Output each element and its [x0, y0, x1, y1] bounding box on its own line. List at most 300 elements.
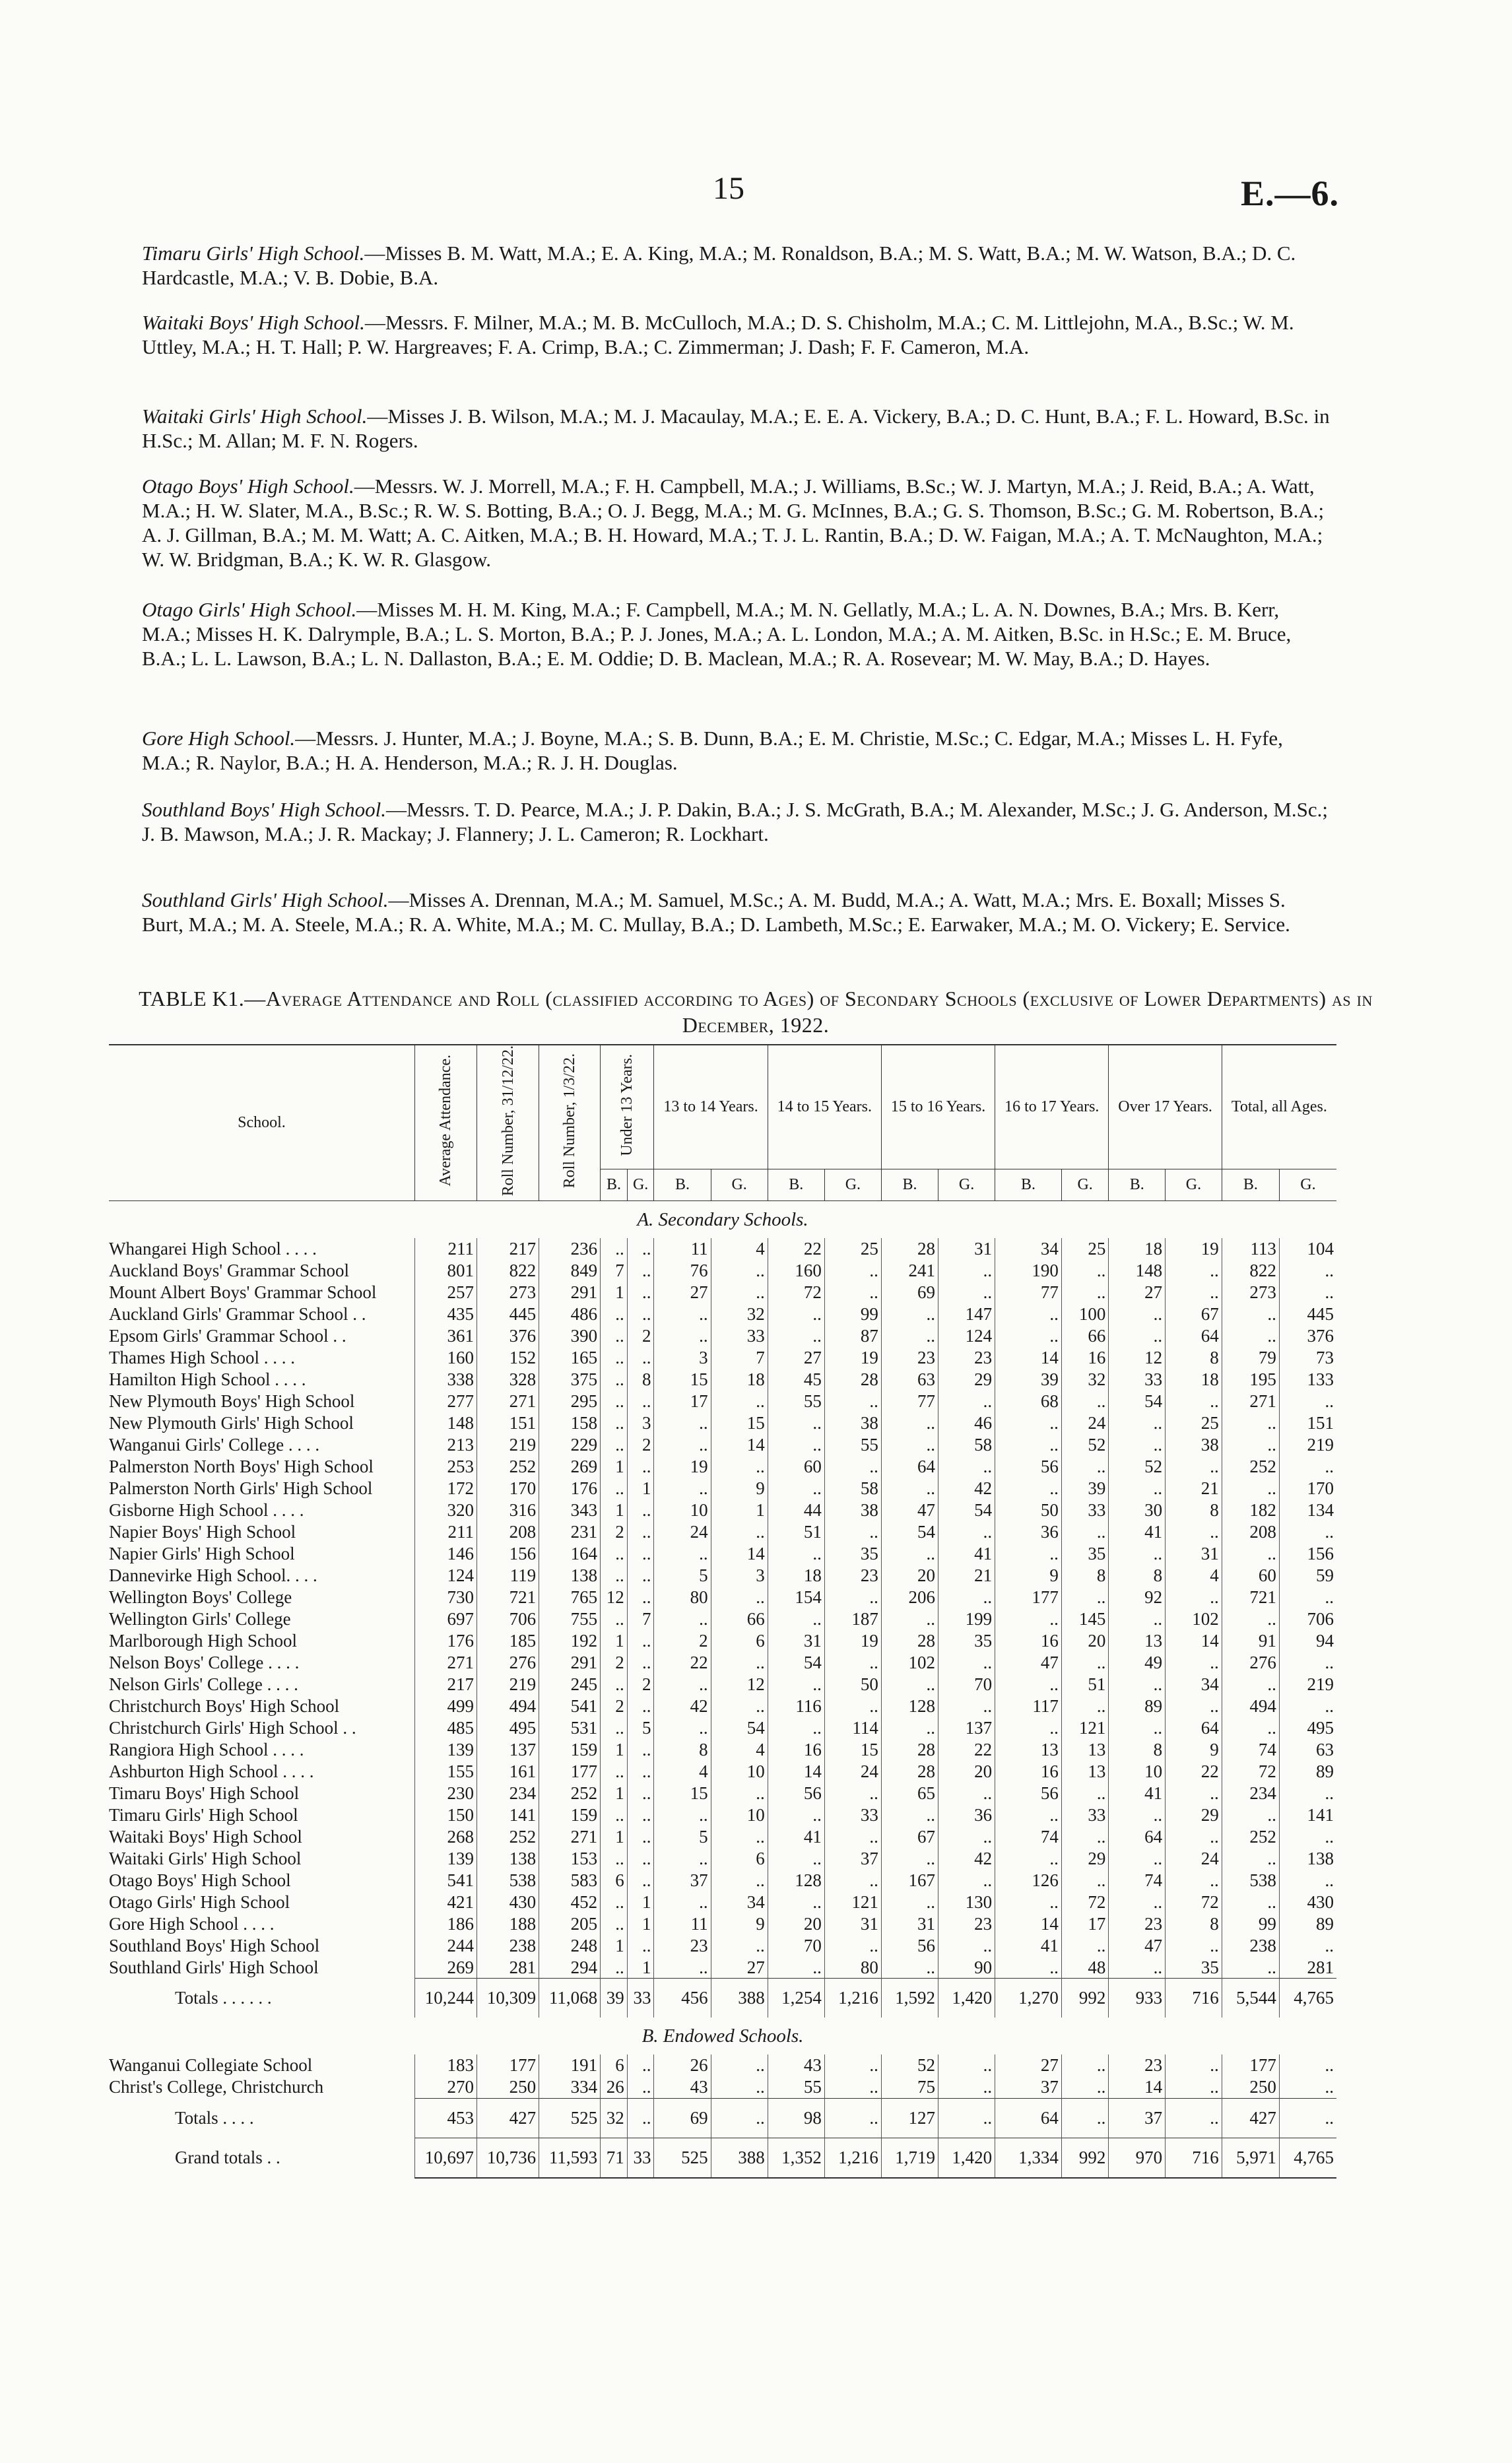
- header-boys: B.: [1222, 1169, 1279, 1201]
- table-cell: 133: [1279, 1369, 1336, 1391]
- school-name: Napier Boys' High School: [109, 1521, 296, 1542]
- table-row: [109, 1521, 1336, 1543]
- table-cell: 31: [1166, 1543, 1222, 1565]
- header-boys: B.: [601, 1169, 628, 1201]
- table-cell: 68: [995, 1391, 1062, 1412]
- table-cell: 231: [539, 1521, 601, 1543]
- table-cell: 69: [654, 2098, 711, 2138]
- table-cell: 56: [995, 1456, 1062, 1478]
- table-row: [109, 1783, 1336, 1804]
- table-cell: 70: [768, 1935, 824, 1957]
- table-cell: ..: [768, 1412, 824, 1434]
- table-cell: 294: [539, 1957, 601, 1979]
- table-cell: 250: [1222, 2076, 1279, 2098]
- table-cell: ..: [627, 1543, 654, 1565]
- table-cell: ..: [601, 1674, 628, 1695]
- table-cell: 25: [1061, 1238, 1109, 1260]
- table-cell: 1: [627, 1957, 654, 1979]
- table-cell: ..: [824, 1391, 881, 1412]
- table-cell: ..: [768, 1804, 824, 1826]
- table-cell: 27: [711, 1957, 768, 1979]
- table-cell: ..: [824, 1652, 881, 1674]
- table-cell: 116: [768, 1695, 824, 1717]
- table-cell: 541: [539, 1695, 601, 1717]
- table-cell: ..: [938, 1870, 995, 1891]
- table-cell: ..: [1109, 1325, 1166, 1347]
- table-cell: ..: [1061, 1870, 1109, 1891]
- table-cell: 4: [711, 1739, 768, 1761]
- table-cell: ..: [1279, 2054, 1336, 2076]
- school-name: Ashburton High School . . . .: [109, 1761, 314, 1781]
- table-row: [109, 1238, 1336, 1260]
- table-cell: 64: [881, 1456, 938, 1478]
- table-cell: 55: [768, 2076, 824, 2098]
- table-cell: 1,254: [768, 1979, 824, 2018]
- table-cell: 328: [477, 1369, 539, 1391]
- school-name: Nelson Boys' College . . . .: [109, 1652, 300, 1672]
- table-cell: 17: [654, 1391, 711, 1412]
- school-name: Christchurch Boys' High School: [109, 1695, 340, 1716]
- staff-names: —Messrs. F. Milner, M.A.; M. B. McCulloch, M.A.; D. S. Chisholm, M.A.; C. M. Littlejohn, M.A., B.Sc.; W. M. Uttley, M.A.; H. T. Hall; P. W. Hargreaves; F. A. Crimp, B.A.; C. Zimmerman; J. Dash; F. F. Cameron, M.A.: [142, 311, 1294, 358]
- table-cell: 34: [1166, 1674, 1222, 1695]
- table-cell: ..: [995, 1543, 1062, 1565]
- table-cell: 161: [477, 1761, 539, 1783]
- table-cell: ..: [627, 1238, 654, 1260]
- table-cell: 43: [654, 2076, 711, 2098]
- table-cell: 188: [477, 1913, 539, 1935]
- table-cell: 27: [995, 2054, 1062, 2076]
- table-cell: ..: [938, 1456, 995, 1478]
- table-cell: ..: [881, 1325, 938, 1347]
- table-row: [109, 1826, 1336, 1848]
- table-cell: 100: [1061, 1303, 1109, 1325]
- table-cell: ..: [881, 1434, 938, 1456]
- table-cell: ..: [881, 1674, 938, 1695]
- table-cell: 165: [539, 1347, 601, 1369]
- table-cell: 24: [1166, 1848, 1222, 1870]
- table-cell: ..: [1061, 1826, 1109, 1848]
- table-cell: 33: [1109, 1369, 1166, 1391]
- table-cell: 219: [1279, 1674, 1336, 1695]
- table-cell: 4: [1166, 1565, 1222, 1587]
- table-cell: ..: [627, 1347, 654, 1369]
- table-cell: ..: [768, 1674, 824, 1695]
- table-cell: 121: [1061, 1717, 1109, 1739]
- table-cell: 74: [1222, 1739, 1279, 1761]
- table-cell: 141: [1279, 1804, 1336, 1826]
- table-cell: 211: [414, 1521, 477, 1543]
- table-cell: 27: [1109, 1282, 1166, 1303]
- table-cell: 114: [824, 1717, 881, 1739]
- table-cell: ..: [1222, 1608, 1279, 1630]
- table-cell: 16: [1061, 1347, 1109, 1369]
- table-cell: ..: [601, 1434, 628, 1456]
- table-cell: 5: [654, 1826, 711, 1848]
- table-cell: 430: [477, 1891, 539, 1913]
- table-cell: 45: [768, 1369, 824, 1391]
- table-cell: 22: [938, 1739, 995, 1761]
- table-cell: ..: [1279, 1695, 1336, 1717]
- table-cell: 716: [1166, 2138, 1222, 2178]
- table-cell: 338: [414, 1369, 477, 1391]
- table-cell: ..: [995, 1717, 1062, 1739]
- table-row: [109, 1848, 1336, 1870]
- table-row: [109, 1499, 1336, 1521]
- table-cell: ..: [881, 1608, 938, 1630]
- table-cell: 170: [1279, 1478, 1336, 1499]
- table-cell: ..: [1109, 1717, 1166, 1739]
- table-cell: 730: [414, 1587, 477, 1608]
- table-cell: ..: [601, 1325, 628, 1347]
- table-cell: ..: [881, 1957, 938, 1979]
- table-cell: 35: [824, 1543, 881, 1565]
- table-cell: 2: [601, 1695, 628, 1717]
- table-cell: ..: [711, 1521, 768, 1543]
- table-cell: 343: [539, 1499, 601, 1521]
- page-number: 15: [713, 171, 744, 206]
- table-cell: ..: [711, 1587, 768, 1608]
- table-cell: 252: [1222, 1456, 1279, 1478]
- table-cell: ..: [601, 1891, 628, 1913]
- table-cell: ..: [938, 1260, 995, 1282]
- table-cell: 47: [1109, 1935, 1166, 1957]
- table-cell: 206: [881, 1587, 938, 1608]
- table-cell: 177: [477, 2054, 539, 2076]
- table-cell: 47: [881, 1499, 938, 1521]
- table-cell: 36: [995, 1521, 1062, 1543]
- table-cell: 98: [768, 2098, 824, 2138]
- staff-entry: [142, 474, 1330, 572]
- table-cell: 20: [768, 1913, 824, 1935]
- table-cell: 716: [1166, 1979, 1222, 2018]
- table-cell: 270: [414, 2076, 477, 2098]
- table-cell: 531: [539, 1717, 601, 1739]
- table-cell: ..: [995, 1891, 1062, 1913]
- table-cell: 211: [414, 1238, 477, 1260]
- table-cell: 199: [938, 1608, 995, 1630]
- table-cell: ..: [654, 1608, 711, 1630]
- table-cell: ..: [627, 1499, 654, 1521]
- table-cell: ..: [1166, 1695, 1222, 1717]
- table-cell: 3: [654, 1347, 711, 1369]
- table-cell: ..: [1109, 1543, 1166, 1565]
- staff-school: Otago Girls' High School.: [142, 598, 357, 621]
- table-cell: 15: [654, 1783, 711, 1804]
- table-cell: 1,216: [824, 2138, 881, 2178]
- table-cell: ..: [1061, 2098, 1109, 2138]
- table-cell: 14: [995, 1347, 1062, 1369]
- table-cell: ..: [1061, 1456, 1109, 1478]
- table-cell: 31: [824, 1913, 881, 1935]
- table-cell: 29: [1061, 1848, 1109, 1870]
- table-cell: 52: [881, 2054, 938, 2076]
- table-cell: 145: [1061, 1608, 1109, 1630]
- table-cell: 271: [414, 1652, 477, 1674]
- table-cell: ..: [1222, 1303, 1279, 1325]
- staff-names: —Misses M. H. M. King, M.A.; F. Campbell, M.A.; M. N. Gellatly, M.A.; L. A. N. Downes, B.A.; Mrs. B. Kerr, M.A.; Misses H. K. Dalrymple, B.A.; L. S. Morton, B.A.; P. J. Jones, M.A.; A. L. London, M.A.; A. M. Aitken, B.Sc. in H.Sc.; E. M. Bruce, B.A.; L. L. Lawson, B.A.; L. N. Dallaston, B.A.; E. M. Oddie; D. B. Maclean, M.A.; R. A. Rosevear; M. W. May, B.A.; D. Hayes.: [142, 598, 1292, 670]
- table-cell: 245: [539, 1674, 601, 1695]
- table-cell: ..: [627, 1630, 654, 1652]
- staff-school: Otago Boys' High School.: [142, 475, 354, 498]
- table-cell: 252: [477, 1826, 539, 1848]
- table-cell: 291: [539, 1652, 601, 1674]
- header-school: School.: [109, 1045, 414, 1201]
- table-cell: 56: [995, 1783, 1062, 1804]
- table-row: [109, 2054, 1336, 2076]
- table-cell: ..: [1222, 1674, 1279, 1695]
- table-cell: 2: [654, 1630, 711, 1652]
- school-name: Thames High School . . . .: [109, 1347, 295, 1367]
- table-cell: 541: [414, 1870, 477, 1891]
- table-cell: ..: [768, 1848, 824, 1870]
- table-cell: ..: [938, 1521, 995, 1543]
- table-cell: 2: [601, 1652, 628, 1674]
- table-cell: ..: [881, 1543, 938, 1565]
- table-cell: 15: [711, 1412, 768, 1434]
- table-cell: ..: [711, 2054, 768, 2076]
- table-row: [109, 1870, 1336, 1891]
- table-cell: 10: [711, 1761, 768, 1783]
- table-cell: ..: [601, 1913, 628, 1935]
- table-cell: 137: [938, 1717, 995, 1739]
- table-cell: 765: [539, 1587, 601, 1608]
- school-name: Hamilton High School . . . .: [109, 1369, 306, 1389]
- school-name: Palmerston North Boys' High School: [109, 1456, 374, 1476]
- table-cell: 146: [414, 1543, 477, 1565]
- table-cell: 452: [539, 1891, 601, 1913]
- totals-row-a: [109, 1979, 1336, 2018]
- table-cell: 17: [1061, 1913, 1109, 1935]
- table-cell: 23: [824, 1565, 881, 1587]
- table-cell: 16: [995, 1761, 1062, 1783]
- table-cell: ..: [938, 1391, 995, 1412]
- table-cell: 121: [824, 1891, 881, 1913]
- table-cell: 94: [1279, 1630, 1336, 1652]
- table-cell: ..: [938, 1826, 995, 1848]
- school-name: Otago Girls' High School: [109, 1891, 290, 1912]
- staff-names: —Misses A. Drennan, M.A.; M. Samuel, M.Sc.; A. M. Budd, M.A.; A. Watt, M.A.; Mrs. E. Boxall; Misses S. Burt, M.A.; M. A. Steele, M.A.; R. A. White, M.A.; M. C. Mullay, B.A.; D. Lambeth, M.Sc.; E. Earwaker, M.A.; M. O. Vickery; E. Service.: [142, 888, 1290, 936]
- staff-school: Waitaki Boys' High School.: [142, 311, 365, 334]
- table-cell: 388: [711, 1979, 768, 2018]
- table-cell: ..: [1061, 1935, 1109, 1957]
- table-cell: 445: [477, 1303, 539, 1325]
- table-row: [109, 1282, 1336, 1303]
- table-cell: 9: [1166, 1739, 1222, 1761]
- table-cell: 8: [654, 1739, 711, 1761]
- table-cell: 1: [601, 1630, 628, 1652]
- table-cell: ..: [654, 1674, 711, 1695]
- school-name: Southland Girls' High School: [109, 1957, 319, 1977]
- school-name: Whangarei High School . . . .: [109, 1238, 317, 1259]
- table-cell: ..: [1061, 1652, 1109, 1674]
- table-cell: 2: [627, 1674, 654, 1695]
- table-cell: 59: [1279, 1565, 1336, 1587]
- table-cell: 102: [1166, 1608, 1222, 1630]
- table-cell: ..: [824, 1521, 881, 1543]
- table-cell: 37: [654, 1870, 711, 1891]
- table-caption: [109, 985, 1402, 1038]
- table-cell: 66: [1061, 1325, 1109, 1347]
- table-cell: 37: [1109, 2098, 1166, 2138]
- table-cell: 126: [995, 1870, 1062, 1891]
- table-cell: ..: [1279, 1456, 1336, 1478]
- table-cell: 158: [539, 1412, 601, 1434]
- school-name: Totals . . . . . .: [175, 1988, 272, 2008]
- table-cell: 74: [995, 1826, 1062, 1848]
- table-cell: 13: [1061, 1761, 1109, 1783]
- table-row: [109, 1543, 1336, 1565]
- table-cell: ..: [601, 1957, 628, 1979]
- table-cell: 822: [477, 1260, 539, 1282]
- header-girls: G.: [1279, 1169, 1336, 1201]
- table-cell: ..: [938, 2054, 995, 2076]
- table-cell: 11,593: [539, 2138, 601, 2178]
- table-cell: 2: [627, 1434, 654, 1456]
- table-cell: 89: [1109, 1695, 1166, 1717]
- school-name: Gisborne High School . . . .: [109, 1499, 304, 1520]
- table-cell: 24: [824, 1761, 881, 1783]
- table-cell: 69: [881, 1282, 938, 1303]
- table-cell: 44: [768, 1499, 824, 1521]
- table-cell: 35: [938, 1630, 995, 1652]
- table-cell: 456: [654, 1979, 711, 2018]
- table-cell: 1: [627, 1913, 654, 1935]
- table-cell: ..: [995, 1804, 1062, 1826]
- table-cell: 19: [824, 1630, 881, 1652]
- table-cell: ..: [654, 1325, 711, 1347]
- table-cell: ..: [601, 1478, 628, 1499]
- table-cell: 229: [539, 1434, 601, 1456]
- table-cell: 151: [1279, 1412, 1336, 1434]
- school-name: Totals . . . .: [175, 2107, 254, 2128]
- table-cell: 8: [1061, 1565, 1109, 1587]
- table-cell: 1: [627, 1478, 654, 1499]
- table-cell: 48: [1061, 1957, 1109, 1979]
- staff-entry: [142, 797, 1330, 846]
- table-cell: ..: [1061, 1695, 1109, 1717]
- table-cell: 32: [1061, 1369, 1109, 1391]
- school-name: New Plymouth Boys' High School: [109, 1391, 355, 1411]
- table-cell: 87: [824, 1325, 881, 1347]
- table-cell: 32: [601, 2098, 628, 2138]
- table-cell: 271: [477, 1391, 539, 1412]
- table-cell: 992: [1061, 1979, 1109, 2018]
- table-cell: 176: [539, 1478, 601, 1499]
- header-girls: G.: [627, 1169, 654, 1201]
- school-name: Nelson Girls' College . . . .: [109, 1674, 298, 1694]
- table-cell: 49: [1109, 1652, 1166, 1674]
- table-row: [109, 1587, 1336, 1608]
- table-cell: ..: [601, 1303, 628, 1325]
- table-cell: 706: [1279, 1608, 1336, 1630]
- table-cell: 42: [938, 1848, 995, 1870]
- table-cell: 154: [768, 1587, 824, 1608]
- table-cell: 159: [539, 1804, 601, 1826]
- table-cell: 257: [414, 1282, 477, 1303]
- header-girls: G.: [711, 1169, 768, 1201]
- table-cell: ..: [654, 1891, 711, 1913]
- table-cell: ..: [824, 1587, 881, 1608]
- table-cell: 721: [1222, 1587, 1279, 1608]
- table-cell: 130: [938, 1891, 995, 1913]
- table-cell: ..: [768, 1303, 824, 1325]
- staff-school: Southland Boys' High School.: [142, 798, 386, 821]
- table-cell: 525: [654, 2138, 711, 2178]
- table-cell: 51: [1061, 1674, 1109, 1695]
- table-cell: 25: [824, 1238, 881, 1260]
- table-cell: 217: [414, 1674, 477, 1695]
- table-row: [109, 1434, 1336, 1456]
- table-cell: ..: [601, 1543, 628, 1565]
- table-cell: 52: [1061, 1434, 1109, 1456]
- table-cell: ..: [1279, 1935, 1336, 1957]
- table-cell: 23: [1109, 1913, 1166, 1935]
- table-cell: 160: [768, 1260, 824, 1282]
- table-cell: 51: [768, 1521, 824, 1543]
- table-cell: 430: [1279, 1891, 1336, 1913]
- table-cell: ..: [1166, 2098, 1222, 2138]
- table-cell: 208: [1222, 1521, 1279, 1543]
- table-cell: ..: [938, 1587, 995, 1608]
- table-cell: ..: [1279, 1282, 1336, 1303]
- table-cell: 219: [477, 1434, 539, 1456]
- table-cell: 67: [1166, 1303, 1222, 1325]
- table-cell: ..: [711, 1260, 768, 1282]
- school-name: Rangiora High School . . . .: [109, 1739, 304, 1759]
- table-cell: 72: [1166, 1891, 1222, 1913]
- table-cell: 79: [1222, 1347, 1279, 1369]
- table-cell: 21: [1166, 1478, 1222, 1499]
- table-cell: 89: [1279, 1913, 1336, 1935]
- table-cell: 445: [1279, 1303, 1336, 1325]
- table-cell: 1: [601, 1282, 628, 1303]
- table-cell: 64: [1109, 1826, 1166, 1848]
- table-cell: 849: [539, 1260, 601, 1282]
- table-cell: 34: [995, 1238, 1062, 1260]
- table-cell: 153: [539, 1848, 601, 1870]
- table-cell: ..: [995, 1434, 1062, 1456]
- table-cell: ..: [768, 1478, 824, 1499]
- school-name: Auckland Boys' Grammar School: [109, 1260, 350, 1280]
- header-total: Total, all Ages.: [1222, 1045, 1336, 1169]
- table-cell: ..: [881, 1804, 938, 1826]
- table-cell: ..: [601, 1369, 628, 1391]
- table-cell: ..: [1166, 1652, 1222, 1674]
- table-cell: ..: [1279, 1826, 1336, 1848]
- table-cell: 12: [711, 1674, 768, 1695]
- table-cell: ..: [1166, 1587, 1222, 1608]
- table-cell: 70: [938, 1674, 995, 1695]
- table-cell: ..: [627, 1260, 654, 1282]
- table-cell: 250: [477, 2076, 539, 2098]
- table-cell: ..: [654, 1543, 711, 1565]
- table-cell: 5: [654, 1565, 711, 1587]
- table-cell: 41: [768, 1826, 824, 1848]
- table-cell: 316: [477, 1499, 539, 1521]
- table-cell: 10,309: [477, 1979, 539, 2018]
- table-cell: 42: [654, 1695, 711, 1717]
- table-cell: ..: [1222, 1543, 1279, 1565]
- table-cell: ..: [1109, 1608, 1166, 1630]
- header-roll-dec: Roll Number, 31/12/22.: [477, 1045, 539, 1201]
- table-cell: 22: [654, 1652, 711, 1674]
- school-name: Wellington Boys' College: [109, 1587, 292, 1607]
- table-cell: 102: [881, 1652, 938, 1674]
- table-cell: 8: [1109, 1739, 1166, 1761]
- table-cell: 67: [881, 1826, 938, 1848]
- table-cell: 64: [995, 2098, 1062, 2138]
- table-cell: ..: [711, 1935, 768, 1957]
